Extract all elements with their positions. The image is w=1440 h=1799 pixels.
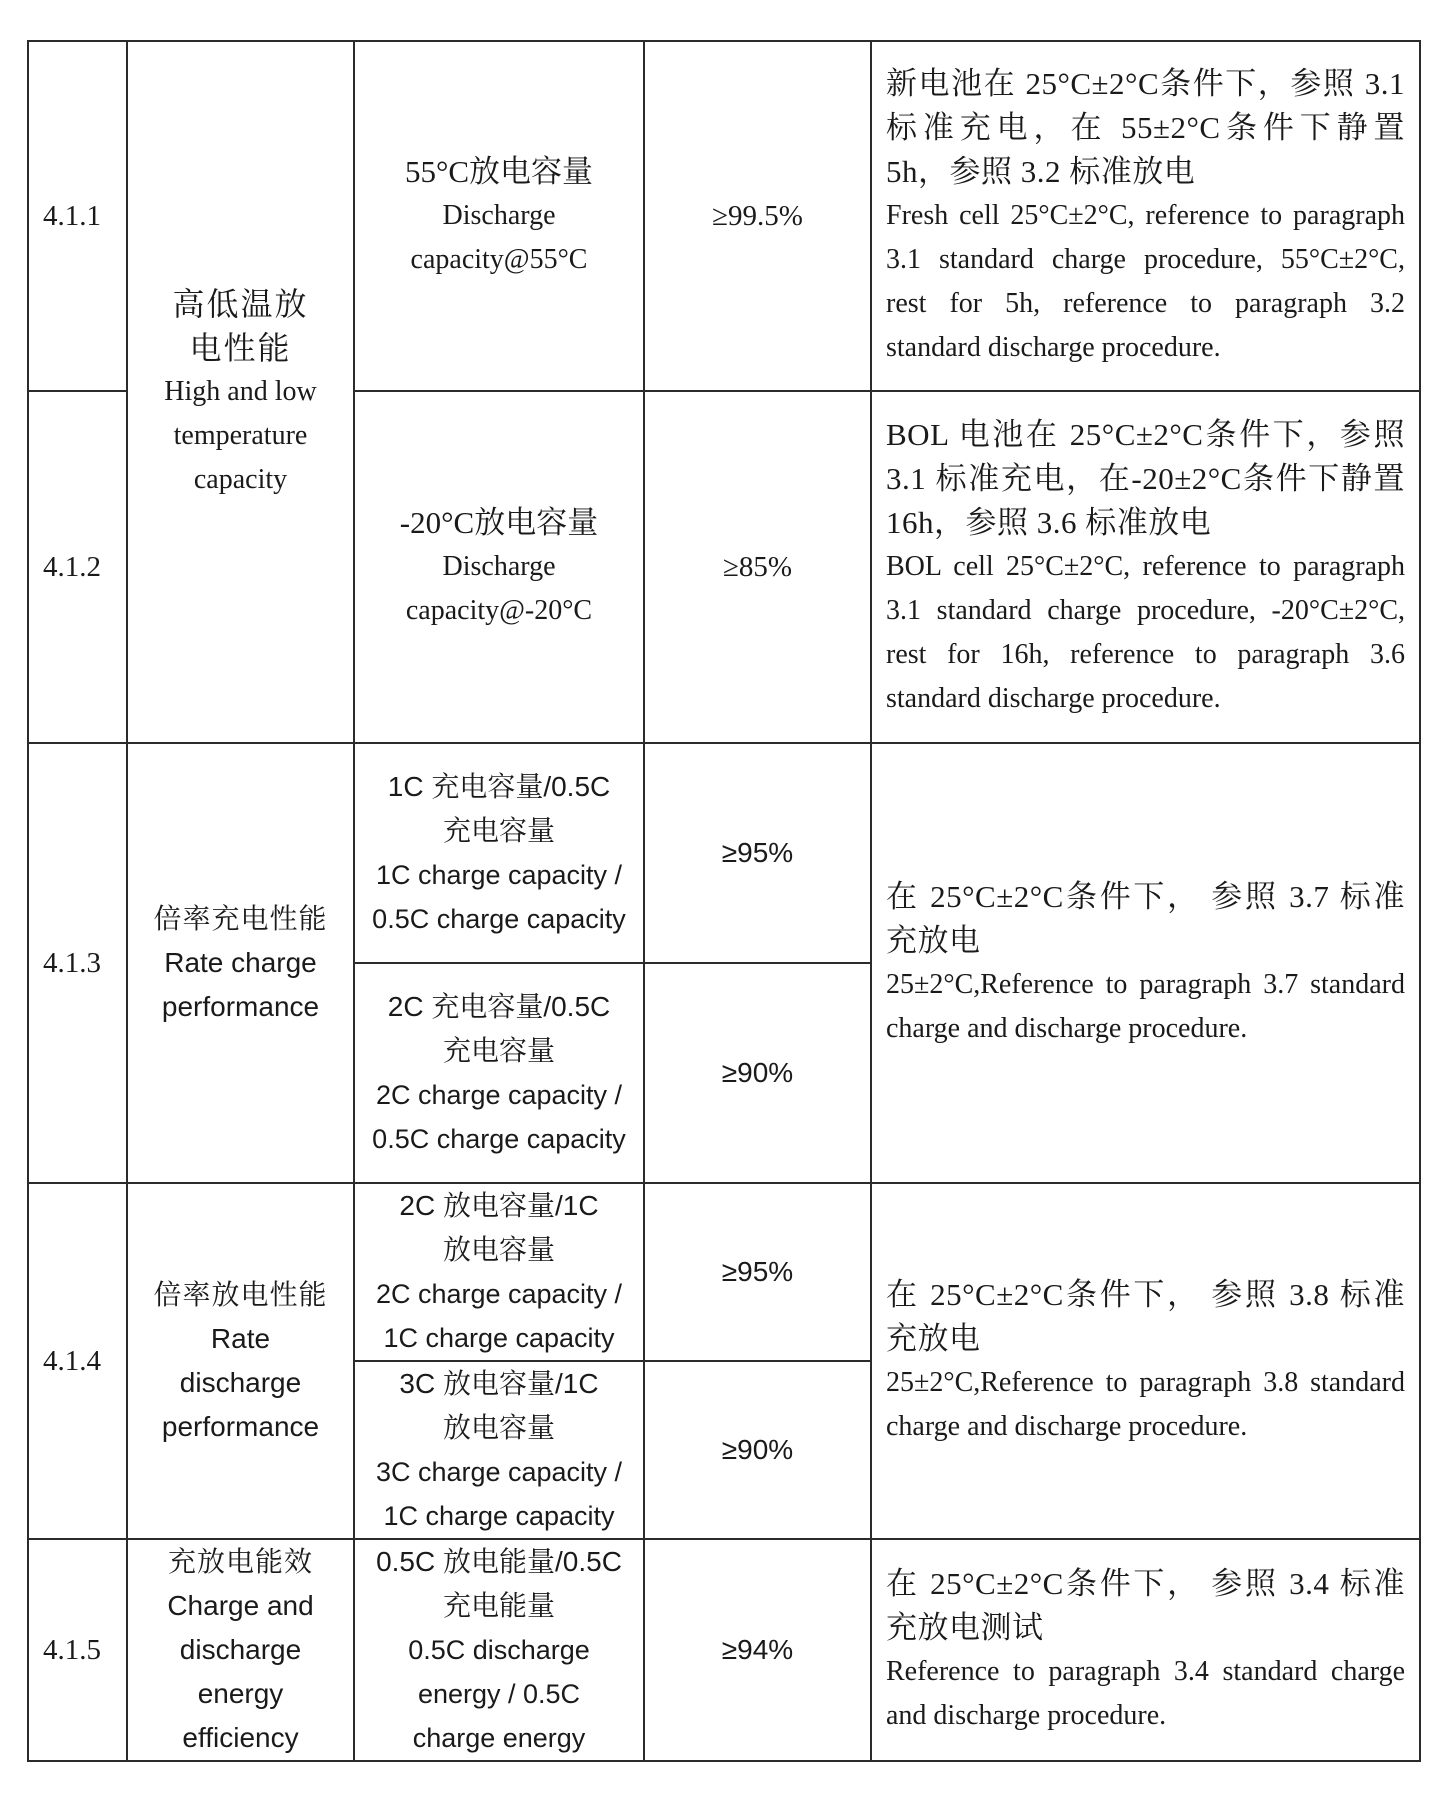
standard-value: ≥94% bbox=[644, 1539, 871, 1761]
table-row-4-1-4 bbox=[28, 1183, 1420, 1361]
condition-cell bbox=[354, 391, 644, 743]
standard-value: ≥90% bbox=[644, 963, 871, 1183]
requirement-en: Fresh cell 25°C±2°C, reference to paragraph 3.1 standard charge procedure, 55°C±2°C, rest for 5h, reference to paragraph 3.2 standard discharge procedure. bbox=[886, 200, 1405, 363]
requirement-cell bbox=[871, 391, 1420, 743]
condition-zh: 0.5C 放电能量/0.5C 充电能量 bbox=[376, 1546, 622, 1621]
item-number: 4.1.1 bbox=[28, 41, 127, 391]
condition-cell bbox=[354, 743, 644, 963]
standard-value: ≥95% bbox=[644, 1183, 871, 1361]
standard-value: ≥85% bbox=[644, 391, 871, 743]
requirement-cell bbox=[871, 743, 1420, 1183]
category-en: Rate charge performance bbox=[161, 947, 320, 1022]
category-en: Charge and discharge energy efficiency bbox=[167, 1590, 314, 1753]
condition-en: Discharge capacity@-20°C bbox=[405, 551, 593, 626]
condition-en: 1C charge capacity / 0.5C charge capacity bbox=[372, 860, 626, 934]
condition-zh: 2C 充电容量/0.5C 充电容量 bbox=[387, 991, 611, 1066]
standard-value: ≥90% bbox=[644, 1361, 871, 1539]
condition-cell bbox=[354, 1183, 644, 1361]
condition-zh: 2C 放电容量/1C 放电容量 bbox=[399, 1190, 599, 1265]
condition-en: 3C charge capacity / 1C charge capacity bbox=[375, 1457, 623, 1531]
condition-cell bbox=[354, 1539, 644, 1761]
condition-zh: 1C 充电容量/0.5C 充电容量 bbox=[387, 771, 611, 846]
condition-en: Discharge capacity@55°C bbox=[410, 200, 588, 275]
requirement-zh: 在 25°C±2°C条件下， 参照 3.4 标准充放电测试 bbox=[886, 1566, 1405, 1645]
category-zh: 充放电能效 bbox=[167, 1546, 313, 1577]
condition-en: 2C charge capacity / 1C charge capacity bbox=[375, 1279, 623, 1353]
category-cell bbox=[127, 1539, 354, 1761]
category-en: Rate discharge performance bbox=[161, 1323, 320, 1442]
requirement-en: Reference to paragraph 3.4 standard charge and discharge procedure. bbox=[886, 1656, 1405, 1731]
standard-value: ≥95% bbox=[644, 743, 871, 963]
category-cell bbox=[127, 41, 354, 743]
requirement-cell bbox=[871, 41, 1420, 391]
condition-en: 2C charge capacity / 0.5C charge capacity bbox=[372, 1080, 626, 1154]
table-row-4-1-1 bbox=[28, 41, 1420, 391]
category-zh: 高低温放电性能 bbox=[172, 286, 309, 366]
table-row-4-1-5 bbox=[28, 1539, 1420, 1761]
category-zh: 倍率充电性能 bbox=[153, 903, 328, 934]
category-cell bbox=[127, 743, 354, 1183]
requirement-en: BOL cell 25°C±2°C, reference to paragraph 3.1 standard charge procedure, -20°C±2°C, rest for 16h, reference to paragraph 3.6 standard discharge procedure. bbox=[886, 551, 1405, 714]
category-cell bbox=[127, 1183, 354, 1539]
requirement-en: 25±2°C,Reference to paragraph 3.7 standard charge and discharge procedure. bbox=[886, 969, 1405, 1044]
condition-cell bbox=[354, 963, 644, 1183]
condition-en: 0.5C discharge energy / 0.5C charge energy bbox=[408, 1635, 590, 1753]
condition-cell bbox=[354, 41, 644, 391]
category-zh: 倍率放电性能 bbox=[153, 1279, 328, 1310]
requirement-zh: 在 25°C±2°C条件下， 参照 3.8 标准充放电 bbox=[886, 1277, 1405, 1356]
condition-zh: 55°C放电容量 bbox=[404, 154, 594, 189]
condition-zh: -20°C放电容量 bbox=[399, 505, 599, 540]
requirement-cell bbox=[871, 1183, 1420, 1539]
standard-value: ≥99.5% bbox=[644, 41, 871, 391]
category-en: High and low temperature capacity bbox=[164, 376, 317, 495]
condition-zh: 3C 放电容量/1C 放电容量 bbox=[399, 1368, 599, 1443]
requirement-cell bbox=[871, 1539, 1420, 1761]
item-number: 4.1.2 bbox=[28, 391, 127, 743]
requirement-zh: 在 25°C±2°C条件下， 参照 3.7 标准充放电 bbox=[886, 879, 1405, 958]
spec-table bbox=[27, 40, 1421, 1762]
requirement-zh: BOL 电池在 25°C±2°C条件下，参照 3.1 标准充电，在-20±2°C条件下静置 16h，参照 3.6 标准放电 bbox=[886, 417, 1405, 540]
requirement-zh: 新电池在 25°C±2°C条件下，参照 3.1 标准充电，在 55±2°C条件下静置 5h，参照 3.2 标准放电 bbox=[886, 66, 1405, 189]
item-number: 4.1.5 bbox=[28, 1539, 127, 1761]
requirement-en: 25±2°C,Reference to paragraph 3.8 standard charge and discharge procedure. bbox=[886, 1367, 1405, 1442]
item-number: 4.1.3 bbox=[28, 743, 127, 1183]
condition-cell bbox=[354, 1361, 644, 1539]
item-number: 4.1.4 bbox=[28, 1183, 127, 1539]
table-row-4-1-3 bbox=[28, 743, 1420, 963]
